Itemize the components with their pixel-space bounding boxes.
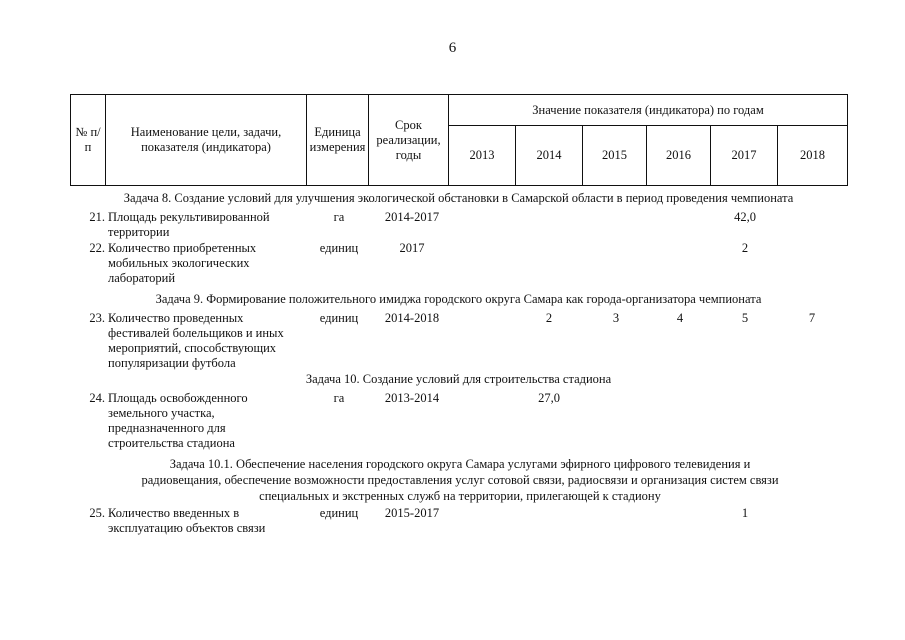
row-name: Площадь рекультивированной территории — [108, 210, 270, 239]
header-num: № п/п — [71, 95, 106, 186]
row-number: 25. — [89, 506, 105, 520]
task-heading: Задача 10. Создание условий для строительства стадиона — [305, 372, 612, 386]
row-value-2017: 1 — [741, 506, 749, 520]
header-year: 2017 — [711, 126, 778, 186]
row-term: 2014-2018 — [384, 311, 440, 325]
task-heading: Задача 9. Формирование положительного имиджа городского округа Самара как города-организатора чемпионата — [155, 292, 762, 306]
header-year: 2015 — [583, 126, 647, 186]
header-year: 2016 — [647, 126, 711, 186]
header-unit: Единица измерения — [307, 95, 369, 186]
row-unit: единиц — [319, 241, 359, 255]
row-name: Количество введенных в эксплуатацию объектов связи — [108, 506, 266, 535]
row-term: 2014-2017 — [384, 210, 440, 224]
row-term: 2017 — [399, 241, 425, 255]
row-value-2018: 7 — [808, 311, 816, 325]
table-header — [70, 94, 848, 186]
row-value-2014: 27,0 — [538, 391, 560, 405]
row-number: 24. — [89, 391, 105, 405]
row-value-2017: 2 — [741, 241, 749, 255]
header-year: 2018 — [778, 126, 848, 186]
row-name: Количество приобретенных мобильных экологических лабораторий — [108, 241, 257, 285]
row-value-2017: 5 — [741, 311, 749, 325]
row-value-2015: 3 — [612, 311, 620, 325]
row-unit: единиц — [319, 506, 359, 520]
row-number: 21. — [89, 210, 105, 224]
row-value-2017: 42,0 — [734, 210, 756, 224]
header-year: 2014 — [516, 126, 583, 186]
task-heading: Задача 8. Создание условий для улучшения экологической обстановки в Самарской области в период проведения чемпионата — [123, 191, 794, 205]
header-name: Наименование цели, задачи, показателя (индикатора) — [106, 95, 307, 186]
row-number: 23. — [89, 311, 105, 325]
row-name: Площадь освобожденного земельного участка, предназначенного для строительства стадиона — [108, 391, 248, 450]
row-unit: га — [333, 391, 345, 405]
header-year: 2013 — [449, 126, 516, 186]
task-heading: Задача 10.1. Обеспечение населения городского округа Самара услугами эфирного цифрового телевидения и радиовещания, обеспечение возможности предоставления услуг сотовой связи, радиосвязи и организация систем связи специальных и экстренных служб на территории, прилегающей к стадиону — [141, 457, 779, 503]
row-name: Количество проведенных фестивалей болельщиков и иных мероприятий, способствующих популяризации футбола — [108, 311, 284, 370]
header-values: Значение показателя (индикатора) по годам — [449, 95, 848, 126]
row-term: 2013-2014 — [384, 391, 440, 405]
row-value-2014: 2 — [545, 311, 553, 325]
row-unit: единиц — [319, 311, 359, 325]
page-number: 6 — [448, 40, 457, 56]
header-term: Срок реализации, годы — [369, 95, 449, 186]
row-number: 22. — [89, 241, 105, 255]
row-unit: га — [333, 210, 345, 224]
row-term: 2015-2017 — [384, 506, 440, 520]
row-value-2016: 4 — [676, 311, 684, 325]
